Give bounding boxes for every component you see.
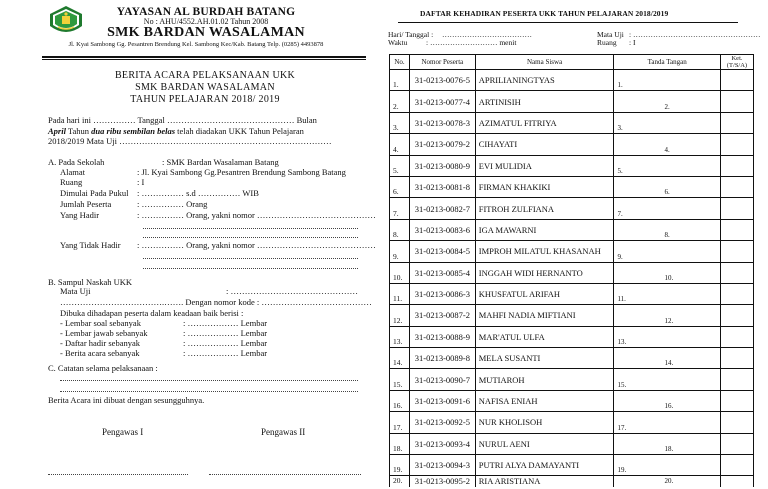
student-name: KHUSFATUL ARIFAH — [475, 283, 614, 304]
absent-label: Yang Tidak Hadir — [60, 240, 121, 250]
table-row — [390, 476, 754, 488]
absent-numbers-line — [143, 268, 358, 269]
student-name: AZIMATUL FITRIYA — [475, 112, 614, 133]
signature-number: 13. — [617, 338, 627, 347]
supervisor-1-label: Pengawas I — [102, 427, 144, 437]
signature-cell — [614, 283, 721, 304]
month-value: April — [48, 126, 66, 136]
signature-number: 1. — [617, 81, 623, 90]
row-number: 9. — [390, 241, 410, 262]
item-answer-sheets-value: : ……………… Lembar — [183, 328, 268, 338]
participant-number: 31-0213-0089-8 — [409, 348, 475, 369]
signature-cell — [614, 455, 721, 476]
signature-number: 3. — [617, 124, 623, 133]
table-row — [390, 305, 754, 326]
signature-number: 4. — [664, 145, 670, 154]
student-name: RIA ARISTIANA — [475, 476, 614, 488]
signature-cell — [614, 91, 721, 112]
table-header-row — [390, 55, 754, 70]
signature-number: 7. — [617, 209, 623, 218]
col-header-signature: Tanda Tangan — [614, 55, 721, 70]
signature-cell — [614, 390, 721, 411]
student-name: INGGAH WIDI HERNANTO — [475, 262, 614, 283]
student-name: MAHFI NADIA MIFTIANI — [475, 305, 614, 326]
item-question-sheets-value: : ……………… Lembar — [183, 318, 268, 328]
remarks-cell — [721, 283, 754, 304]
intro-line-1: Pada hari ini …………… Tanggal ……………………………………… Bulan — [48, 115, 317, 125]
signature-cell — [614, 198, 721, 219]
table-row — [390, 369, 754, 390]
present-numbers-line — [143, 237, 358, 238]
item-attendance-value: : ……………… Lembar — [183, 338, 268, 348]
time-label: Waktu — [388, 38, 408, 47]
signature-number: 17. — [617, 423, 627, 432]
signature-cell — [614, 476, 721, 488]
signature-number: 11. — [617, 295, 626, 304]
intro-line-3: 2018/2019 Mata Uji ………………………………………………………………… — [48, 136, 332, 146]
signature-cell — [614, 112, 721, 133]
signature-cell — [614, 134, 721, 155]
school-address: Jl. Kyai Sambong Gg. Pesantren Brendung Kel. Sambong Kec/Kab. Batang Telp. (0285) 4493878 — [68, 41, 324, 48]
attendance-title-rule — [398, 22, 738, 23]
signature-cell — [614, 241, 721, 262]
subject-value: : …………………………………………… — [629, 30, 761, 39]
remarks-cell — [721, 326, 754, 347]
section-b-label: B. Sampul Naskah UKK — [48, 277, 133, 287]
remarks-cell — [721, 455, 754, 476]
student-name: NUR KHOLISOH — [475, 412, 614, 433]
student-name: MELA SUSANTI — [475, 348, 614, 369]
col-header-remarks-line1: Ket. — [731, 55, 743, 62]
signature-number: 9. — [617, 252, 623, 261]
signature-cell — [614, 326, 721, 347]
item-report-value: : ……………… Lembar — [183, 348, 268, 358]
room-label: Ruang — [597, 38, 617, 47]
signature-cell — [614, 70, 721, 91]
participant-number: 31-0213-0086-3 — [409, 283, 475, 304]
participant-number: 31-0213-0094-3 — [409, 455, 475, 476]
intro-tail: telah diadakan UKK Tahun Pelajaran — [175, 126, 304, 136]
report-title: BERITA ACARA PELAKSANAAN UKK — [114, 70, 296, 81]
remarks-cell — [721, 91, 754, 112]
remarks-cell — [721, 433, 754, 454]
participant-number: 31-0213-0090-7 — [409, 369, 475, 390]
school-value: : SMK Bardan Wasalaman Batang — [162, 157, 279, 167]
remarks-cell — [721, 241, 754, 262]
signature-number: 15. — [617, 380, 627, 389]
row-number: 7. — [390, 198, 410, 219]
alamat-label: Alamat — [60, 167, 86, 177]
student-name: MUTIAROH — [475, 369, 614, 390]
participant-number: 31-0213-0079-2 — [409, 134, 475, 155]
closing-statement: Berita Acara ini dibuat dengan sesungguhnya. — [48, 395, 205, 405]
participant-number: 31-0213-0093-4 — [409, 433, 475, 454]
signature-cell — [614, 155, 721, 176]
row-number: 16. — [390, 390, 410, 411]
signature-number: 2. — [664, 102, 670, 111]
report-subtitle-year: TAHUN PELAJARAN 2018/ 2019 — [130, 94, 280, 105]
present-label: Yang Hadir — [60, 210, 100, 220]
table-row — [390, 134, 754, 155]
signature-number: 8. — [664, 231, 670, 240]
table-row — [390, 112, 754, 133]
student-name: APRILIANINGTYAS — [475, 70, 614, 91]
row-number: 8. — [390, 219, 410, 240]
table-row — [390, 176, 754, 197]
item-attendance-label: - Daftar hadir sebanyak — [60, 338, 141, 348]
participant-number: 31-0213-0080-9 — [409, 155, 475, 176]
table-row — [390, 241, 754, 262]
row-number: 4. — [390, 134, 410, 155]
mata-uji-label: Mata Uji — [60, 286, 91, 296]
student-name: ARTINISIH — [475, 91, 614, 112]
time-value: : ……………………… menit — [426, 38, 517, 47]
signature-number: 10. — [664, 273, 674, 282]
signature-number: 12. — [664, 316, 674, 325]
table-row — [390, 412, 754, 433]
remarks-cell — [721, 134, 754, 155]
intro-year-label: Tahun — [65, 126, 92, 136]
ruang-value: : I — [137, 177, 145, 187]
section-c-label: C. Catatan selama pelaksanaan : — [48, 363, 158, 373]
start-time-label: Dimulai Pada Pukul — [60, 188, 129, 198]
remarks-cell — [721, 305, 754, 326]
attendance-page — [384, 0, 768, 489]
remarks-cell — [721, 198, 754, 219]
row-number: 19. — [390, 455, 410, 476]
absent-numbers-line — [143, 258, 358, 259]
col-header-remarks-line2: (T/S/A) — [726, 62, 748, 69]
ruang-label: Ruang — [60, 177, 83, 187]
participant-number: 31-0213-0088-9 — [409, 326, 475, 347]
item-question-sheets-label: - Lembar soal sebanyak — [60, 318, 141, 328]
participant-number: 31-0213-0095-2 — [409, 476, 475, 488]
mata-uji-value: : ……………………………………… — [226, 286, 358, 296]
row-number: 18. — [390, 433, 410, 454]
notes-line — [60, 391, 358, 392]
remarks-cell — [721, 155, 754, 176]
table-row — [390, 70, 754, 91]
header-divider-thin — [42, 59, 366, 60]
row-number: 6. — [390, 176, 410, 197]
year-words: dua ribu sembilan belas — [91, 126, 176, 136]
row-number: 5. — [390, 155, 410, 176]
remarks-cell — [721, 348, 754, 369]
absent-value: : …………… Orang, yakni nomor …………………………………… — [137, 240, 376, 250]
row-number: 14. — [390, 348, 410, 369]
col-header-remarks — [721, 55, 754, 70]
present-numbers-line — [143, 228, 358, 229]
signature-cell — [614, 433, 721, 454]
signature-cell — [614, 412, 721, 433]
registration-number: No : AHU/4552.AH.01.02 Tahun 2008 — [143, 17, 269, 26]
item-answer-sheets-label: - Lembar jawab sebanyak — [60, 328, 148, 338]
participant-number: 31-0213-0078-3 — [409, 112, 475, 133]
participant-number: 31-0213-0081-8 — [409, 176, 475, 197]
signature-cell — [614, 348, 721, 369]
signature-number: 6. — [664, 188, 670, 197]
remarks-cell — [721, 219, 754, 240]
participant-count-value: : …………… Orang — [137, 199, 208, 209]
table-row — [390, 326, 754, 347]
code-line: ……………………………….……. Dengan nomor kode : ………………………………… — [60, 297, 372, 307]
remarks-cell — [721, 369, 754, 390]
participant-count-label: Jumlah Peserta — [60, 199, 112, 209]
intro-line-2 — [48, 127, 362, 136]
row-number: 2. — [390, 91, 410, 112]
remarks-cell — [721, 412, 754, 433]
row-number: 11. — [390, 283, 410, 304]
present-value: : …………… Orang, yakni nomor …………………………………… — [137, 210, 376, 220]
table-row — [390, 348, 754, 369]
attendance-title: DAFTAR KEHADIRAN PESERTA UKK TAHUN PELAJARAN 2018/2019 — [420, 9, 669, 18]
table-row — [390, 262, 754, 283]
student-name: IGA MAWARNI — [475, 219, 614, 240]
row-number: 17. — [390, 412, 410, 433]
col-header-student-name: Nama Siswa — [475, 55, 614, 70]
student-name: NAFISA ENIAH — [475, 390, 614, 411]
participant-number: 31-0213-0091-6 — [409, 390, 475, 411]
student-name: FIRMAN KHAKIKI — [475, 176, 614, 197]
row-number: 10. — [390, 262, 410, 283]
signature-cell — [614, 219, 721, 240]
student-name: NURUL AENI — [475, 433, 614, 454]
student-name: IMPROH MILATUL KHASANAH — [475, 241, 614, 262]
remarks-cell — [721, 176, 754, 197]
remarks-cell — [721, 390, 754, 411]
signature-cell — [614, 305, 721, 326]
date-label: Hari/ Tanggal : — [388, 30, 434, 39]
student-name: FITROH ZULFIANA — [475, 198, 614, 219]
table-row — [390, 455, 754, 476]
participant-number: 31-0213-0083-6 — [409, 219, 475, 240]
header-divider — [42, 56, 366, 58]
subject-label: Mata Uji — [597, 30, 624, 39]
participant-number: 31-0213-0085-4 — [409, 262, 475, 283]
date-value: ……………………………… — [442, 30, 532, 39]
table-row — [390, 433, 754, 454]
alamat-value: : Jl. Kyai Sambong Gg.Pesantren Brendung Sambong Batang — [137, 167, 346, 177]
table-row — [390, 283, 754, 304]
row-number: 1. — [390, 70, 410, 91]
school-name: SMK BARDAN WASALAMAN — [107, 25, 305, 40]
signature-number: 14. — [664, 359, 674, 368]
signature-number: 19. — [617, 466, 627, 475]
supervisor-2-label: Pengawas II — [261, 427, 306, 437]
attendance-table — [389, 54, 754, 487]
signature-cell — [614, 262, 721, 283]
signature-number: 5. — [617, 166, 623, 175]
row-number: 15. — [390, 369, 410, 390]
participant-number: 31-0213-0082-7 — [409, 198, 475, 219]
item-report-label: - Berita acara sebanyak — [60, 348, 140, 358]
row-number: 20. — [390, 476, 410, 488]
remarks-cell — [721, 476, 754, 488]
table-row — [390, 198, 754, 219]
participant-number: 31-0213-0076-5 — [409, 70, 475, 91]
col-header-no: No. — [390, 55, 410, 70]
foundation-name: YAYASAN AL BURDAH BATANG — [116, 6, 296, 18]
start-time-value: : …………… s.d …………… WIB — [137, 188, 259, 198]
opened-statement: Dibuka dihadapan peserta dalam keadaan baik berisi : — [60, 308, 244, 318]
row-number: 3. — [390, 112, 410, 133]
table-row — [390, 155, 754, 176]
table-row — [390, 91, 754, 112]
signature-cell — [614, 176, 721, 197]
signature-number: 20. — [664, 477, 674, 486]
remarks-cell — [721, 112, 754, 133]
row-number: 12. — [390, 305, 410, 326]
student-name: MAR'ATUL ULFA — [475, 326, 614, 347]
student-name: EVI MULIDIA — [475, 155, 614, 176]
participant-number: 31-0213-0092-5 — [409, 412, 475, 433]
supervisor-1-signature-line — [48, 474, 188, 475]
participant-number: 31-0213-0077-4 — [409, 91, 475, 112]
signature-number: 18. — [664, 445, 674, 454]
table-row — [390, 390, 754, 411]
student-name: PUTRI ALYA DAMAYANTI — [475, 455, 614, 476]
notes-line — [60, 380, 358, 381]
report-subtitle-school: SMK BARDAN WASALAMAN — [135, 82, 275, 93]
remarks-cell — [721, 262, 754, 283]
signature-number: 16. — [664, 402, 674, 411]
student-name: CIHAYATI — [475, 134, 614, 155]
room-value: : I — [629, 38, 636, 47]
remarks-cell — [721, 70, 754, 91]
participant-number: 31-0213-0087-2 — [409, 305, 475, 326]
row-number: 13. — [390, 326, 410, 347]
col-header-participant-number: Nomor Peserta — [409, 55, 475, 70]
participant-number: 31-0213-0084-5 — [409, 241, 475, 262]
signature-cell — [614, 369, 721, 390]
supervisor-2-signature-line — [209, 474, 361, 475]
section-a-label: A. Pada Sekolah — [48, 157, 105, 167]
table-row — [390, 219, 754, 240]
